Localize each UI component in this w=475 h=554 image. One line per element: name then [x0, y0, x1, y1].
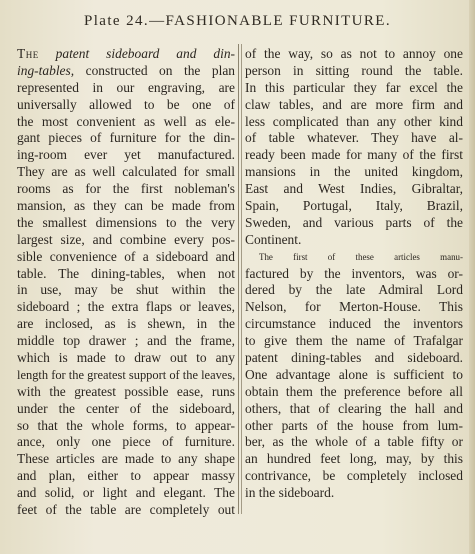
column-divider-inner [241, 44, 242, 514]
text-line: in use, may be shut within the [17, 282, 235, 298]
text-line: patent dining-tables and sideboard. [245, 350, 463, 366]
text-line: of the way, so as not to annoy one [245, 46, 463, 61]
text-line: to give them the name of Trafalgar [245, 333, 463, 349]
text-line: sible convenience of a sideboard and [17, 248, 235, 264]
line2-italic: ing-tables, [17, 62, 75, 78]
text-line: The first of these articles manu- [259, 251, 463, 262]
lead-caps: The [17, 46, 39, 61]
text-line: sideboard ; the extra flaps or leaves, [17, 299, 235, 315]
page-edge [469, 0, 475, 554]
text-line: In this particular they far excel the [245, 79, 463, 95]
text-line [17, 46, 235, 63]
text-line: rooms as for the first nobleman's [17, 181, 235, 197]
text-line: so that the whole forms, to appear- [17, 417, 235, 433]
text-line: ready been made for many of the first [245, 147, 463, 163]
text-line: middle top drawer ; and the frame, [17, 333, 235, 349]
line2-rest: constructed on the plan [85, 62, 236, 78]
text-line: of table whatever. They have al- [245, 130, 463, 146]
text-line: the most convenient as well as ele- [17, 113, 235, 129]
text-line: and solid, or light and elegant. The [17, 485, 235, 501]
text-line: Sweden, and various parts of the [245, 214, 463, 230]
text-line: factured by the inventors, was or- [245, 265, 463, 281]
text-line: largest size, and combine every pos- [17, 231, 235, 247]
right-paragraph-2 [245, 249, 463, 502]
text-line: the smallest dimensions to the very [17, 214, 235, 230]
lead-italic: patent sideboard and din- [55, 46, 236, 61]
text-line: an hundred feet long, may, by this [245, 451, 463, 467]
column-divider [238, 44, 239, 514]
right-column [245, 46, 463, 502]
text-line: East and West Indies, Gibraltar, [245, 181, 463, 197]
text-line: obtain them the preference before all [245, 383, 463, 399]
text-line: circumstance induced the inventors [245, 316, 463, 332]
left-body-lines [17, 80, 235, 519]
text-line: under the center of the sideboard, [17, 400, 235, 416]
text-line: universally allowed to be one of [17, 96, 235, 112]
text-line: One advantage alone is sufficient to [245, 366, 463, 382]
text-line: mansions in the united kingdom, [245, 164, 463, 180]
text-line: person in sitting round the table. [245, 62, 463, 78]
left-column [17, 46, 235, 519]
text-line: dered by the late Admiral Lord [245, 282, 463, 298]
text-line: ber, as the whole of a table fifty or [245, 434, 463, 450]
right-body-lines [245, 46, 463, 249]
text-line: Nelson, for Merton-House. This [245, 299, 463, 315]
text-line: contrivance, be completely inclosed [245, 468, 463, 484]
text-line: claw tables, and are more firm and [245, 96, 463, 112]
text-line: ance, only one piece of furniture. [17, 434, 235, 450]
text-line: Spain, Portugal, Italy, Brazil, [245, 198, 463, 214]
text-line: They are as well calculated for small [17, 164, 235, 180]
text-line [17, 63, 235, 80]
text-line: Continent. [245, 231, 302, 247]
text-line: feet of the table are completely out [17, 502, 235, 518]
text-line: These articles are made to any shape [17, 451, 235, 467]
text-line: gant pieces of furniture for the din- [17, 130, 235, 146]
text-line: with the greatest possible ease, runs [17, 383, 235, 399]
text-line: represented in our engraving, are [17, 79, 235, 95]
plate-title: Plate 24.—FASHIONABLE FURNITURE. [83, 13, 392, 29]
text-line: which is made to draw out to any [17, 350, 235, 366]
text-line: less complicated than any other kind [245, 113, 463, 129]
text-line: table. The dining-tables, when not [17, 265, 235, 281]
text-line: others, that of clearing the hall and [245, 400, 463, 416]
text-line: length for the greatest support of the leaves, [17, 367, 236, 382]
text-line: other parts of the house from lum- [245, 417, 463, 433]
text-line: ing-room ever yet manufactured. [17, 147, 235, 163]
text-line: are inclosed, as is shewn, in the [17, 316, 235, 332]
text-line: and plan, either to appear massy [17, 468, 235, 484]
text-line: in the sideboard. [245, 485, 335, 501]
text-line: mansion, as they can be made from [17, 198, 235, 214]
